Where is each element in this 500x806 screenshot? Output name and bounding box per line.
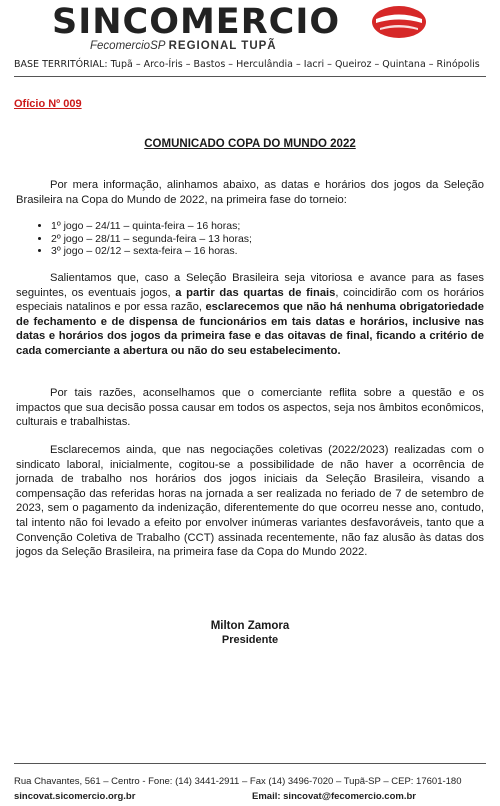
p2-bold-quarterfinals: a partir das quartas de finais [175,286,336,299]
footer-address: Rua Chavantes, 561 – Centro - Fone: (14) 3441-2911 – Fax (14) 3496-7020 – Tupã-SP – CEP: 17601-180 [14,776,462,787]
signer-name: Milton Zamora [210,620,290,632]
letterhead [0,0,500,80]
header-divider [14,76,486,77]
games-list [35,220,252,258]
territory-line: BASE TERRITÓRIAL: Tupã – Arco-Íris – Bastos – Herculândia – Iacri – Queiroz – Quintana – Rinópolis [14,59,480,70]
oficio-number: Ofício Nº 009 [14,98,82,110]
list-item: • 3º jogo – 02/12 – sexta-feira – 16 horas. [51,245,252,258]
paragraph-negotiations: Esclarecemos ainda, que nas negociações coletivas (2022/2023) realizadas com o sindicato laboral, inicialmente, cogitou-se a possibilidade de não haver a ocorrência de jornada de trabalho nos horários dos jogos iniciais da Seleção Brasileira, visando a compensação das referidas horas na jornada a ser realizada no feriado de 7 de setembro de 2023, sem o pagamento da indenização, diferentemente do que ocorreu nesse ano, contudo, tal intento não foi levado a efeito por envolver inúmeras variantes desfavoráveis, tanto que a Convenção Coletiva de Trabalho (CCT) assinada recentemente, não faz alusão às datas dos jogos da Seleção Brasileira, na primeira fase da Copa do Mundo 2022. [16,444,484,559]
paragraph-intro: Por mera informação, alinhamos abaixo, as datas e horários dos jogos da Seleção Brasileira na Copa do Mundo de 2022, na primeira fase do torneio: [16,179,484,206]
signer-role: Presidente [221,634,279,646]
footer-website-link[interactable]: sincovat.sicomercio.org.br [14,791,136,802]
sub-brand-regional: REGIONAL TUPÃ [168,40,277,52]
sincomercio-logo-icon [370,4,428,40]
sub-brand-fecomercio: FecomercioSP [90,40,166,52]
paragraph-clarification [16,271,484,359]
document-title: COMUNICADO COPA DO MUNDO 2022 [144,138,356,150]
p2-text-c: , coincidirão com os horários especiais natalinos e por essa razão, [16,286,485,314]
paragraph-advice: Por tais razões, aconselhamos que o comerciante reflita sobre a questão e os impactos que sua decisão possa causar em todos os aspectos, seja nos âmbitos econômicos, culturais e trabalhistas. [16,387,484,429]
list-item: • 1º jogo – 24/11 – quinta-feira – 16 horas; [51,220,252,233]
footer-divider [14,763,486,764]
p2-text-a: Salientamos que, caso a Seleção Brasileira seja vitoriosa e avance para as fases seguintes, os eventuais jogos, [16,272,484,299]
sub-brand [90,40,277,52]
footer-email-link[interactable]: Email: sincovat@fecomercio.com.br [252,791,416,802]
brand-name: SINCOMERCIO [52,2,341,42]
p2-bold-no-obligation: esclarecemos que não há nenhuma obrigatoriedade de fechamento e de dispensa de funcionários em tais datas e horários, inclusive nas datas e horários dos jogos da primeira fase e das oitavas de final, ficando a critério de cada comerciante a abertura ou não do seu estabelecimento. [16,301,484,357]
list-item: • 2º jogo – 28/11 – segunda-feira – 13 horas; [51,233,252,246]
